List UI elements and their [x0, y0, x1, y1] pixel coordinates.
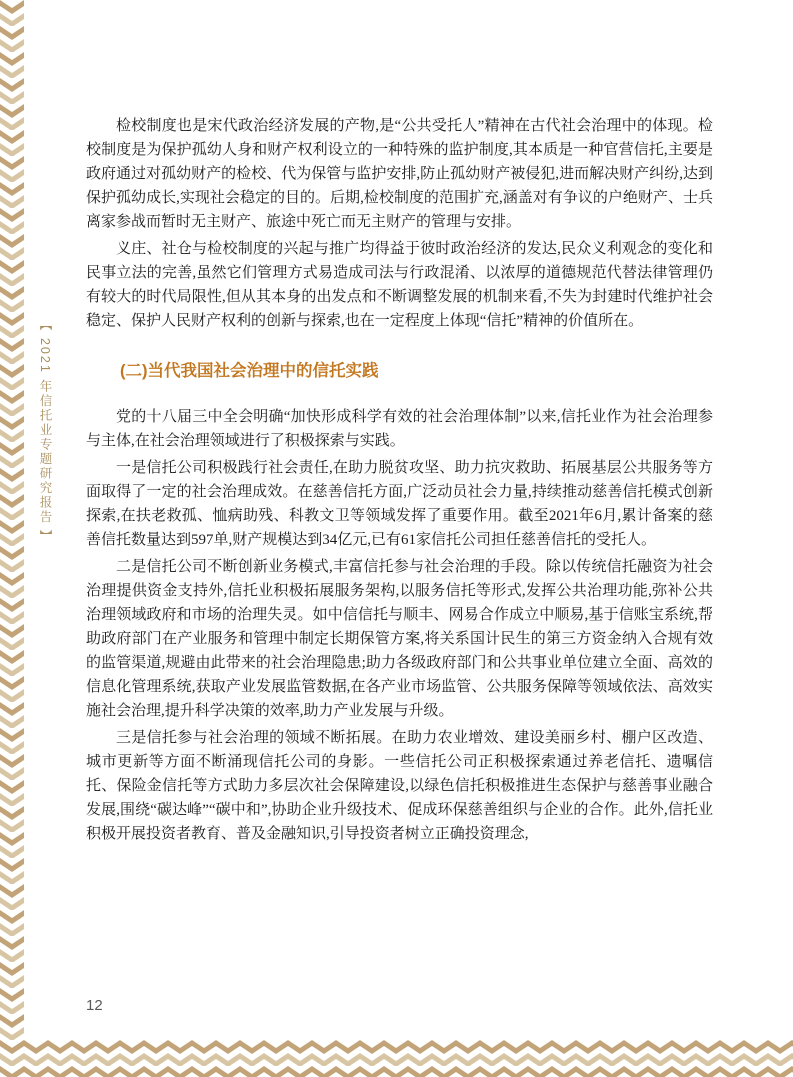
page-content	[86, 114, 713, 849]
paragraph-point-two-business-innovation: 二是信托公司不断创新业务模式,丰富信托参与社会治理的手段。除以传统信托融资为社会治理提供资金支持外,信托业积极拓展服务架构,以服务信托等形式,发挥公共治理功能,弥补公共治理领域政府和市场的治理失灵。如中信信托与顺丰、网易合作成立中顺易,基于信账宝系统,帮助政府部门在产业服务和管理中制定长期保管方案,将关系国计民生的第三方资金纳入合规有效的监管渠道,规避由此带来的社会治理隐患;助力各级政府部门和公共事业单位建立全面、高效的信息化管理系统,获取产业发展监管数据,在各产业市场监管、公共服务保障等领域依法、高效实施社会治理,提升科学决策的效率,助力产业发展与升级。	[86, 559, 713, 719]
paragraph-yizhuang-summary: 义庄、社仓与检校制度的兴起与推广均得益于彼时政治经济的发达,民众义利观念的变化和民事立法的完善,虽然它们管理方式易造成司法与行政混淆、以浓厚的道德规范代替法律管理仍有较大的时代局限性,但从其本身的出发点和不断调整发展的机制来看,不失为封建时代维护社会稳定、保护人民财产权利的创新与探索,也在一定程度上体现“信托”精神的价值所在。	[86, 241, 713, 329]
page-number: 12	[86, 997, 103, 1014]
paragraph-intro-modern-practice: 党的十八届三中全会明确“加快形成科学有效的社会治理体制”以来,信托业作为社会治理参与主体,在社会治理领域进行了积极探索与实践。	[86, 409, 713, 449]
sidebar-report-title: 【 2021 年信托业专题研究报告 】	[38, 318, 52, 545]
paragraph-point-three-field-expansion: 三是信托参与社会治理的领域不断拓展。在助力农业增效、建设美丽乡村、棚户区改造、城市更新等方面不断涌现信托公司的身影。一些信托公司正积极探索通过养老信托、遗嘱信托、保险金信托等方式助力多层次社会保障建设,以绿色信托积极推进生态保护与慈善事业融合发展,围绕“碳达峰”“碳中和”,协助企业升级技术、促成环保慈善组织与企业的合作。此外,信托业积极开展投资者教育、普及金融知识,引导投资者树立正确投资理念,	[86, 730, 713, 842]
paragraph-point-one-social-responsibility: 一是信托公司积极践行社会责任,在助力脱贫攻坚、助力抗灾救助、拓展基层公共服务等方面取得了一定的社会治理成效。在慈善信托方面,广泛动员社会力量,持续推动慈善信托模式创新探索,在扶老救孤、恤病助残、科教文卫等领域发挥了重要作用。截至2021年6月,累计备案的慈善信托数量达到597单,财产规模达到34亿元,已有61家信托公司担任慈善信托的受托人。	[86, 460, 713, 548]
paragraph-jianxiao-system: 检校制度也是宋代政治经济发展的产物,是“公共受托人”精神在古代社会治理中的体现。检校制度是为保护孤幼人身和财产权利设立的一种特殊的监护制度,其本质是一种官营信托,主要是政府通过对孤幼财产的检校、代为保管与监护安排,防止孤幼财产被侵犯,进而解决财产纠纷,达到保护孤幼成长,实现社会稳定的目的。后期,检校制度的范围扩充,涵盖对有争议的户绝财产、士兵离家参战而暂时无主财产、旅途中死亡而无主财产的管理与安排。	[86, 118, 713, 230]
bottom-border-pattern	[0, 1040, 793, 1077]
left-border-pattern	[0, 0, 24, 1077]
section-heading: (二)当代我国社会治理中的信托实践	[120, 362, 379, 380]
